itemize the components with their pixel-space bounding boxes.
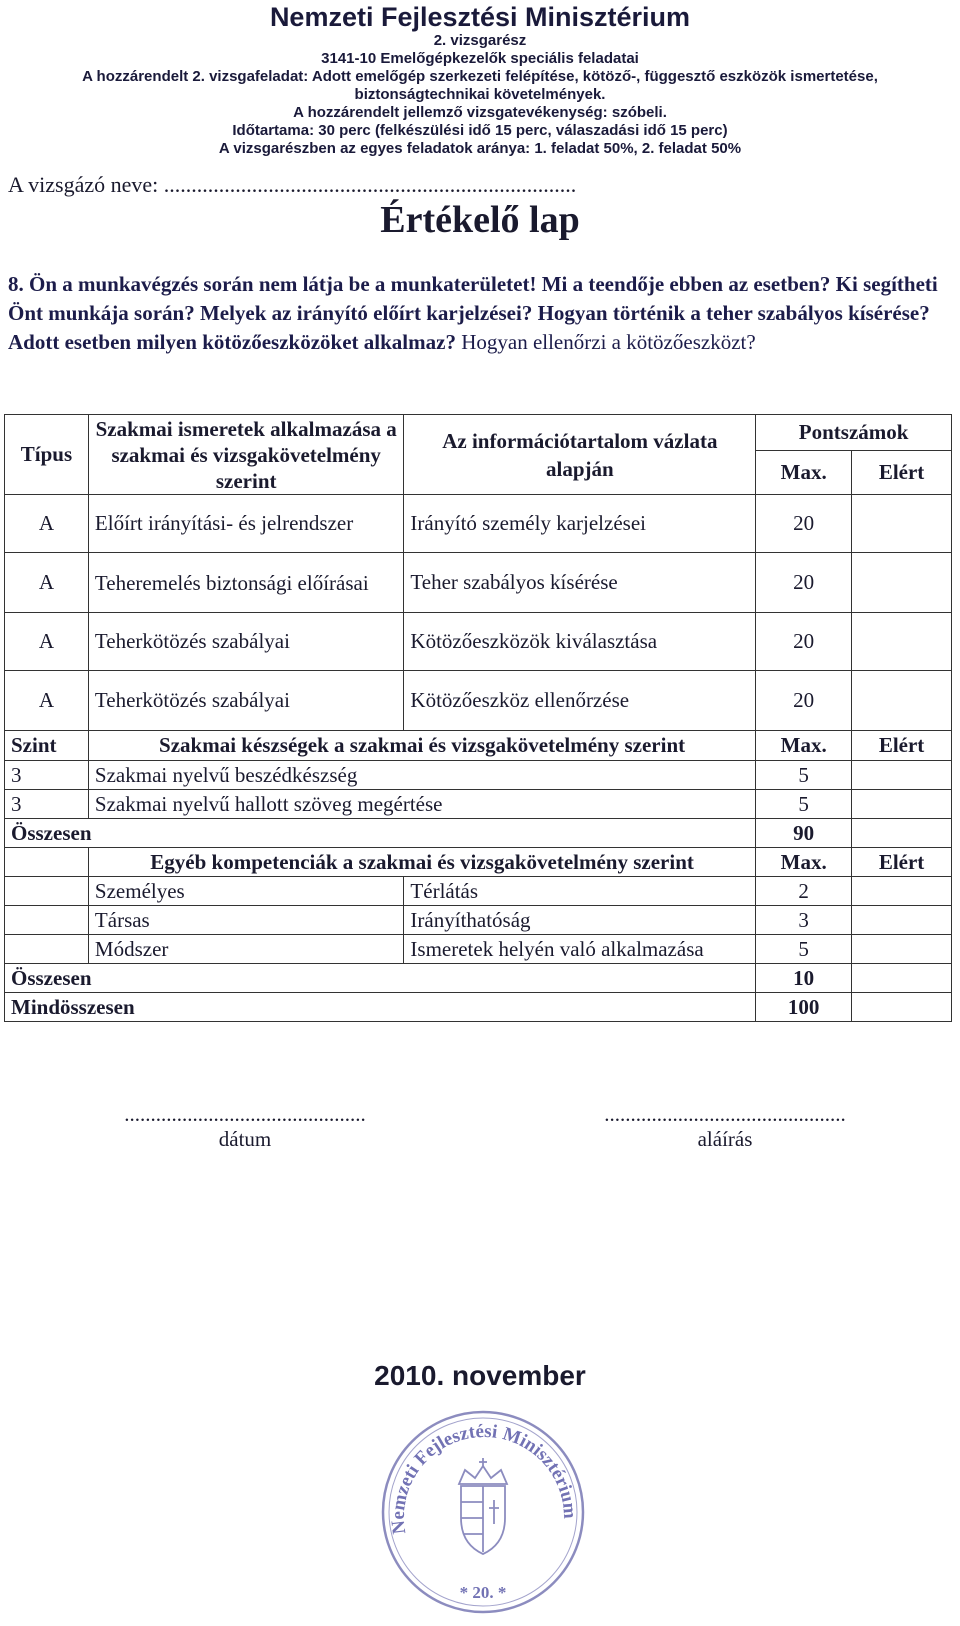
table-row <box>5 790 952 819</box>
task-ratio: A vizsgarészben az egyes feladatok aránya: 1. feladat 50%, 2. feladat 50% <box>218 140 742 157</box>
exam-part: 2. vizsgarész <box>433 32 527 49</box>
row-type: A <box>5 613 89 671</box>
head-max: Max. <box>756 451 852 495</box>
row-achieved-cell[interactable] <box>852 553 952 613</box>
head-info: Az információtartalom vázlata alapján <box>404 415 756 495</box>
comp-name: Ismeretek helyén való alkalmazása <box>404 935 756 964</box>
candidate-name-field[interactable]: A vizsgázó neve: ........................................................................... <box>8 172 577 197</box>
question-bold-part: Ön a munkavégzés során nem látja be a munkaterületet! Mi a teendője ebben az esetben? Ki segítheti Önt munkája során? Melyek az irányító előírt karjelzései? Hogyan történik a teher szabályos kísérése? Adott esetben milyen kötözőeszközöket alkalmaz? <box>8 272 938 354</box>
total1-achieved-cell[interactable] <box>852 819 952 848</box>
question-text <box>8 270 950 357</box>
skills-head-max: Max. <box>756 731 852 761</box>
assigned-task-line2: biztonságtechnikai követelmények. <box>354 86 606 103</box>
row-type: A <box>5 495 89 553</box>
skills-head-level: Szint <box>5 731 89 761</box>
table-row <box>5 906 952 935</box>
comp-category: Személyes <box>88 877 404 906</box>
comp-achieved-cell[interactable] <box>852 906 952 935</box>
row-info: Kötözőeszköz ellenőrzése <box>404 671 756 731</box>
skill-level: 3 <box>5 790 89 819</box>
head-skills: Szakmai ismeretek alkalmazása a szakmai és vizsgakövetelmény szerint <box>88 415 404 495</box>
row-info: Irányító személy karjelzései <box>404 495 756 553</box>
stamp-number: * 20. * <box>459 1583 507 1602</box>
footer-date: 2010. november <box>374 1360 586 1391</box>
signature-dots[interactable]: .............................................. <box>604 1102 846 1126</box>
comp-max: 2 <box>756 877 852 906</box>
head-points: Pontszámok <box>756 415 952 451</box>
table-row <box>5 671 952 731</box>
comp-max: 5 <box>756 935 852 964</box>
stamp-ring-text: Nemzeti Fejlesztési Minisztérium <box>387 1420 581 1536</box>
ministry-stamp-icon <box>378 1402 588 1617</box>
comp-blank <box>5 906 89 935</box>
skill-name: Szakmai nyelvű beszédkészség <box>88 761 755 790</box>
total2-label: Összesen <box>5 964 756 993</box>
row-info: Teher szabályos kísérése <box>404 553 756 613</box>
assigned-task-line1: A hozzárendelt 2. vizsgafeladat: Adott emelőgép szerkezeti felépítése, kötöző-, függesztő eszközök ismertetése, <box>82 68 878 85</box>
skill-achieved-cell[interactable] <box>852 790 952 819</box>
task-code: 3141-10 Emelőgépkezelők speciális feladatai <box>321 50 639 67</box>
table-row <box>5 495 952 553</box>
comp-name: Irányíthatóság <box>404 906 756 935</box>
row-skill: Teherkötözés szabályai <box>88 613 404 671</box>
row-max: 20 <box>756 613 852 671</box>
comp-head-max: Max. <box>756 848 852 877</box>
skill-level: 3 <box>5 761 89 790</box>
comp-achieved-cell[interactable] <box>852 877 952 906</box>
row-max: 20 <box>756 495 852 553</box>
table-row <box>5 553 952 613</box>
date-signature-block <box>90 1102 400 1152</box>
row-max: 20 <box>756 671 852 731</box>
total2-achieved-cell[interactable] <box>852 964 952 993</box>
question-plain-part: Hogyan ellenőrzi a kötözőeszközt? <box>461 330 756 354</box>
signature-block <box>570 1102 880 1152</box>
skill-max: 5 <box>756 790 852 819</box>
exam-activity: A hozzárendelt jellemző vizsgatevékenység: szóbeli. <box>293 104 667 121</box>
comp-category: Módszer <box>88 935 404 964</box>
total1-value: 90 <box>756 819 852 848</box>
table-row <box>5 935 952 964</box>
sheet-title: Értékelő lap <box>380 199 580 241</box>
row-achieved-cell[interactable] <box>852 495 952 553</box>
skills-head-title: Szakmai készségek a szakmai és vizsgakövetelmény szerint <box>88 731 755 761</box>
row-achieved-cell[interactable] <box>852 671 952 731</box>
row-skill: Teherkötözés szabályai <box>88 671 404 731</box>
ministry-title: Nemzeti Fejlesztési Minisztérium <box>269 2 691 32</box>
row-info: Kötözőeszközök kiválasztása <box>404 613 756 671</box>
signature-label: aláírás <box>697 1127 753 1151</box>
exam-duration: Időtartama: 30 perc (felkészülési idő 15 perc, válaszadási idő 15 perc) <box>232 122 728 139</box>
grand-total-achieved-cell[interactable] <box>852 993 952 1022</box>
comp-head-achieved: Elért <box>852 848 952 877</box>
row-type: A <box>5 553 89 613</box>
comp-achieved-cell[interactable] <box>852 935 952 964</box>
row-skill: Teheremelés biztonsági előírásai <box>88 553 404 613</box>
comp-blank <box>5 935 89 964</box>
skills-head-achieved: Elért <box>852 731 952 761</box>
comp-category: Társas <box>88 906 404 935</box>
comp-head-blank <box>5 848 89 877</box>
skill-max: 5 <box>756 761 852 790</box>
evaluation-table <box>4 414 952 1022</box>
skill-achieved-cell[interactable] <box>852 761 952 790</box>
table-row <box>5 613 952 671</box>
table-row <box>5 877 952 906</box>
document-header <box>0 2 960 158</box>
row-skill: Előírt irányítási- és jelrendszer <box>88 495 404 553</box>
row-achieved-cell[interactable] <box>852 613 952 671</box>
head-type: Típus <box>5 415 89 495</box>
comp-max: 3 <box>756 906 852 935</box>
date-dots[interactable]: .............................................. <box>124 1102 366 1126</box>
table-row <box>5 761 952 790</box>
date-label: dátum <box>218 1127 272 1151</box>
comp-blank <box>5 877 89 906</box>
total2-value: 10 <box>756 964 852 993</box>
grand-total-value: 100 <box>756 993 852 1022</box>
head-achieved: Elért <box>852 451 952 495</box>
question-number: 8. <box>8 272 24 296</box>
row-max: 20 <box>756 553 852 613</box>
skill-name: Szakmai nyelvű hallott szöveg megértése <box>88 790 755 819</box>
comp-name: Térlátás <box>404 877 756 906</box>
grand-total-label: Mindösszesen <box>5 993 756 1022</box>
comp-head-title: Egyéb kompetenciák a szakmai és vizsgakövetelmény szerint <box>88 848 755 877</box>
row-type: A <box>5 671 89 731</box>
total1-label: Összesen <box>5 819 756 848</box>
